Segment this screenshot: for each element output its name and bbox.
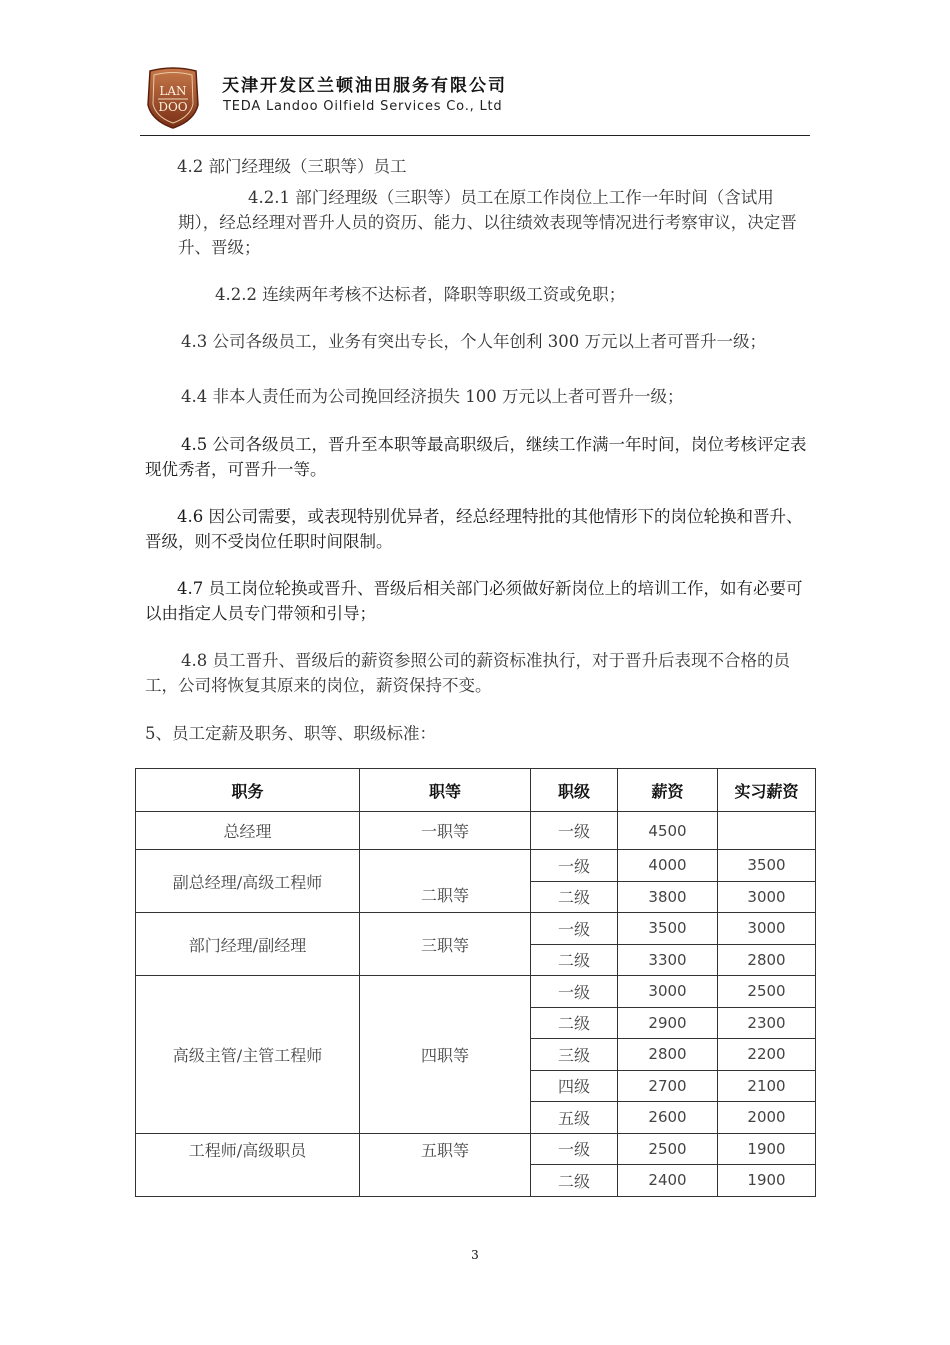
page-number: 3 bbox=[471, 1248, 479, 1262]
salary-cell: 2500 bbox=[618, 1133, 718, 1165]
salary-cell: 3300 bbox=[618, 944, 718, 976]
position-cell: 高级主管/主管工程师 bbox=[136, 976, 360, 1134]
section-4-2-heading: 4.2 部门经理级（三职等）员工 bbox=[177, 157, 407, 176]
intern-salary-cell: 2300 bbox=[718, 1007, 816, 1039]
intern-salary-cell: 2500 bbox=[718, 976, 816, 1008]
salary-cell: 2900 bbox=[618, 1007, 718, 1039]
salary-cell: 3000 bbox=[618, 976, 718, 1008]
level-cell: 一级 bbox=[531, 976, 618, 1008]
level-cell: 二级 bbox=[531, 1007, 618, 1039]
intern-salary-cell: 3000 bbox=[718, 881, 816, 913]
clause-4-6: 4.6 因公司需要，或表现特别优异者，经总经理特批的其他情形下的岗位轮换和晋升、晋级，则不受岗位任职时间限制。 bbox=[145, 507, 803, 551]
rank-cell: 三职等 bbox=[360, 913, 531, 976]
clause-4-2-1: 4.2.1 部门经理级（三职等）员工在原工作岗位上工作一年时间（含试用期），经总经理对晋升人员的资历、能力、以往绩效表现等情况进行考察审议，决定晋升、晋级； bbox=[178, 188, 797, 257]
level-cell: 三级 bbox=[531, 1039, 618, 1071]
header-rank: 职等 bbox=[360, 769, 531, 812]
intern-salary-cell bbox=[718, 812, 816, 850]
level-cell: 一级 bbox=[531, 1133, 618, 1165]
salary-cell: 2800 bbox=[618, 1039, 718, 1071]
company-name-en: TEDA Landoo Oilfield Services Co., Ltd bbox=[223, 99, 503, 114]
salary-cell: 2700 bbox=[618, 1070, 718, 1102]
salary-cell: 2600 bbox=[618, 1102, 718, 1134]
level-cell: 二级 bbox=[531, 881, 618, 913]
salary-standard-table bbox=[135, 768, 816, 1197]
position-cell: 工程师/高级职员 bbox=[136, 1133, 360, 1196]
table-row bbox=[136, 850, 816, 882]
clause-4-5: 4.5 公司各级员工，晋升至本职等最高职级后，继续工作满一年时间，岗位考核评定表现优秀者，可晋升一等。 bbox=[145, 435, 807, 479]
clause-4-8: 4.8 员工晋升、晋级后的薪资参照公司的薪资标准执行，对于晋升后表现不合格的员工，公司将恢复其原来的岗位，薪资保持不变。 bbox=[145, 651, 790, 695]
company-name-cn: 天津开发区兰顿油田服务有限公司 bbox=[222, 76, 507, 96]
table-header-row bbox=[136, 769, 816, 812]
logo-text-top: LAN bbox=[159, 84, 187, 98]
level-cell: 四级 bbox=[531, 1070, 618, 1102]
position-cell: 副总经理/高级工程师 bbox=[136, 850, 360, 913]
clause-4-3: 4.3 公司各级员工，业务有突出专长，个人年创利 300 万元以上者可晋升一级； bbox=[181, 332, 766, 351]
rank-cell: 一职等 bbox=[360, 812, 531, 850]
company-logo bbox=[144, 65, 202, 129]
table-row bbox=[136, 913, 816, 945]
intern-salary-cell: 3500 bbox=[718, 850, 816, 882]
logo-text-bottom: DOO bbox=[158, 100, 188, 114]
salary-cell: 3500 bbox=[618, 913, 718, 945]
clause-4-4: 4.4 非本人责任而为公司挽回经济损失 100 万元以上者可晋升一级； bbox=[181, 387, 684, 406]
level-cell: 一级 bbox=[531, 812, 618, 850]
table-row bbox=[136, 1133, 816, 1165]
header-level: 职级 bbox=[531, 769, 618, 812]
salary-cell: 2400 bbox=[618, 1165, 718, 1197]
intern-salary-cell: 2800 bbox=[718, 944, 816, 976]
header-position: 职务 bbox=[136, 769, 360, 812]
intern-salary-cell: 2100 bbox=[718, 1070, 816, 1102]
header-salary: 薪资 bbox=[618, 769, 718, 812]
salary-cell: 4500 bbox=[618, 812, 718, 850]
rank-cell: 二职等 bbox=[360, 850, 531, 913]
intern-salary-cell: 2000 bbox=[718, 1102, 816, 1134]
intern-salary-cell: 1900 bbox=[718, 1165, 816, 1197]
level-cell: 一级 bbox=[531, 913, 618, 945]
rank-cell: 五职等 bbox=[360, 1133, 531, 1196]
salary-cell: 4000 bbox=[618, 850, 718, 882]
page-header bbox=[140, 58, 810, 136]
header-divider bbox=[140, 135, 810, 136]
intern-salary-cell: 3000 bbox=[718, 913, 816, 945]
level-cell: 一级 bbox=[531, 850, 618, 882]
table-row bbox=[136, 976, 816, 1008]
header-intern-salary: 实习薪资 bbox=[718, 769, 816, 812]
position-cell: 部门经理/副经理 bbox=[136, 913, 360, 976]
clause-4-7: 4.7 员工岗位轮换或晋升、晋级后相关部门必须做好新岗位上的培训工作，如有必要可以由指定人员专门带领和引导； bbox=[145, 579, 803, 623]
intern-salary-cell: 2200 bbox=[718, 1039, 816, 1071]
intern-salary-cell: 1900 bbox=[718, 1133, 816, 1165]
level-cell: 二级 bbox=[531, 944, 618, 976]
level-cell: 五级 bbox=[531, 1102, 618, 1134]
position-cell: 总经理 bbox=[136, 812, 360, 850]
clause-4-2-2: 4.2.2 连续两年考核不达标者，降职等职级工资或免职； bbox=[215, 285, 626, 304]
section-5-heading: 5、员工定薪及职务、职等、职级标准： bbox=[145, 724, 436, 743]
level-cell: 二级 bbox=[531, 1165, 618, 1197]
table-row bbox=[136, 812, 816, 850]
rank-cell: 四职等 bbox=[360, 976, 531, 1134]
salary-cell: 3800 bbox=[618, 881, 718, 913]
